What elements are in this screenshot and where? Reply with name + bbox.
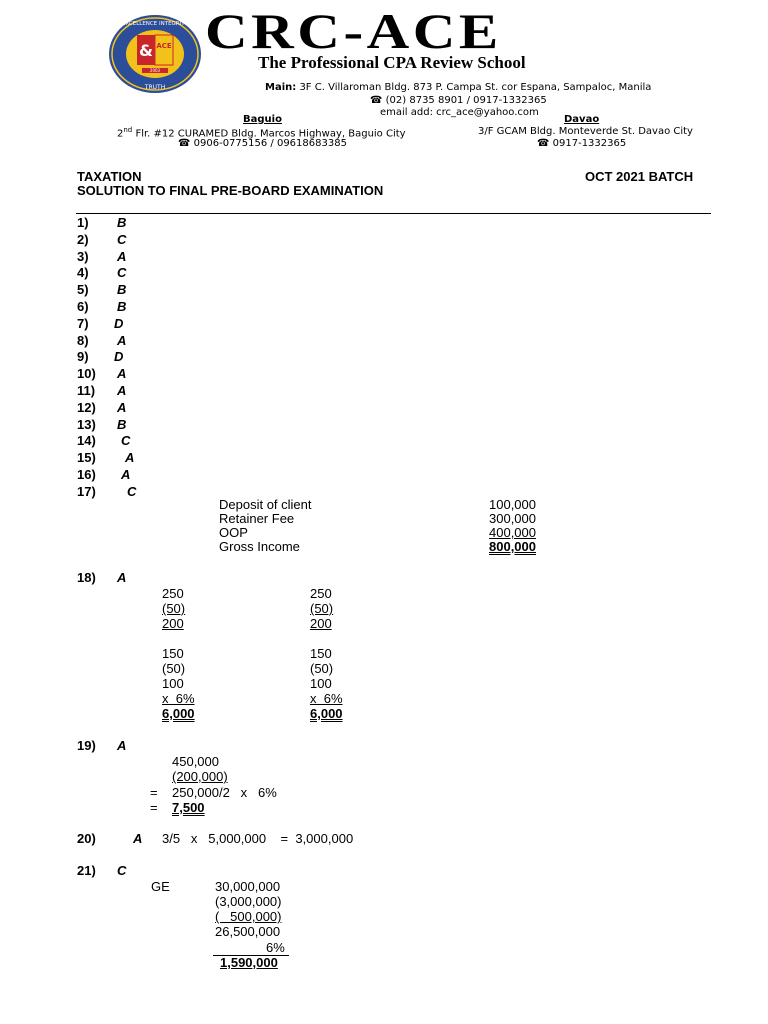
q19-letter: A bbox=[117, 738, 127, 753]
answer-letter: A bbox=[117, 400, 127, 415]
answer-row bbox=[77, 467, 130, 482]
svg-text:&: & bbox=[139, 41, 153, 60]
q19-number: 19) bbox=[77, 738, 96, 753]
q18-line: 250 bbox=[162, 586, 184, 601]
q19-equals-2: = bbox=[150, 800, 158, 815]
davao-phone: ☎ 0917-1332365 bbox=[537, 138, 627, 149]
q21-result: 1,590,000 bbox=[220, 955, 278, 970]
answer-number: 17) bbox=[77, 484, 96, 499]
baguio-address-text: Flr. #12 CURAMED Bldg. Marcos Highway, Baguio City bbox=[132, 128, 406, 140]
answer-letter: C bbox=[121, 433, 131, 448]
logo-bottom-text: TRUTH bbox=[144, 84, 166, 91]
answer-letter: B bbox=[117, 215, 127, 230]
q21-line-2: (3,000,000) bbox=[215, 894, 282, 909]
answer-row bbox=[77, 282, 126, 297]
answer-row bbox=[77, 400, 126, 415]
answer-number: 12) bbox=[77, 400, 96, 415]
answer-number: 7) bbox=[77, 316, 89, 331]
q18-letter: A bbox=[117, 570, 127, 585]
baguio-floor-suffix: nd bbox=[123, 126, 133, 134]
answer-number: 1) bbox=[77, 215, 89, 230]
baguio-label: Baguio bbox=[243, 114, 282, 125]
q20-answer bbox=[77, 831, 142, 846]
answer-row bbox=[77, 484, 136, 499]
answer-number: 13) bbox=[77, 417, 96, 432]
q20-number: 20) bbox=[77, 831, 96, 846]
answer-row bbox=[77, 299, 126, 314]
q19-result: 7,500 bbox=[172, 800, 205, 815]
q18-line: x 6% bbox=[310, 691, 343, 706]
q18-answer bbox=[77, 570, 126, 585]
answer-row bbox=[77, 215, 126, 230]
answer-number: 14) bbox=[77, 433, 96, 448]
answer-letter: C bbox=[127, 484, 137, 499]
logo-mark-text: ACE bbox=[156, 42, 172, 50]
q17-label-4: Gross Income bbox=[219, 539, 300, 554]
answer-number: 5) bbox=[77, 282, 89, 297]
q19-line-2: (200,000) bbox=[172, 769, 228, 784]
q18-line: (50) bbox=[310, 661, 334, 676]
answer-number: 11) bbox=[77, 383, 96, 398]
answer-letter: B bbox=[117, 417, 127, 432]
q20-expression: 3/5 x 5,000,000 = 3,000,000 bbox=[162, 831, 354, 846]
main-address-line bbox=[265, 82, 651, 93]
q19-answer bbox=[77, 738, 126, 753]
q17-value-1: 100,000 bbox=[489, 497, 536, 512]
answer-row bbox=[77, 417, 126, 432]
answer-number: 2) bbox=[77, 232, 89, 247]
answer-letter: A bbox=[125, 450, 135, 465]
q19-line-1: 450,000 bbox=[172, 754, 219, 769]
answer-row bbox=[77, 316, 123, 331]
baguio-phone: ☎ 0906-0775156 / 09618683385 bbox=[178, 138, 347, 149]
q18-number: 18) bbox=[77, 570, 96, 585]
school-seal-logo bbox=[108, 14, 202, 94]
q17-label-1: Deposit of client bbox=[219, 497, 312, 512]
q18-line: 150 bbox=[162, 646, 184, 661]
q18-line: 100 bbox=[310, 676, 332, 691]
answer-letter: B bbox=[117, 282, 127, 297]
answer-letter: C bbox=[117, 265, 127, 280]
answer-number: 3) bbox=[77, 249, 89, 264]
q18-line: (50) bbox=[310, 601, 334, 616]
q21-line-3: ( 500,000) bbox=[215, 909, 282, 924]
answer-letter: D bbox=[114, 316, 124, 331]
answer-number: 15) bbox=[77, 450, 96, 465]
q19-line-3: 250,000/2 x 6% bbox=[172, 785, 277, 800]
q18-line: 6,000 bbox=[310, 706, 343, 721]
q21-letter: C bbox=[117, 863, 127, 878]
school-name-title: CRC-ACE bbox=[205, 3, 502, 59]
subject-heading: TAXATION bbox=[77, 169, 142, 184]
main-phone: ☎ (02) 8735 8901 / 0917-1332365 bbox=[370, 95, 547, 106]
q18-line: (50) bbox=[162, 661, 186, 676]
answer-letter: A bbox=[117, 366, 127, 381]
q18-line: 200 bbox=[162, 616, 184, 631]
answer-letter: C bbox=[117, 232, 127, 247]
q21-answer bbox=[77, 863, 126, 878]
answer-row bbox=[77, 383, 126, 398]
q18-line: (50) bbox=[162, 601, 186, 616]
answer-letter: A bbox=[121, 467, 131, 482]
q17-label-2: Retainer Fee bbox=[219, 511, 295, 526]
baguio-floor-number: 2 bbox=[117, 128, 124, 140]
answer-number: 9) bbox=[77, 349, 89, 364]
answer-number: 10) bbox=[77, 366, 96, 381]
answer-number: 6) bbox=[77, 299, 89, 314]
header-divider bbox=[76, 213, 711, 214]
answer-number: 4) bbox=[77, 265, 89, 280]
answer-row bbox=[77, 333, 126, 348]
q17-value-2: 300,000 bbox=[489, 511, 536, 526]
main-address: 3F C. Villaroman Bldg. 873 P. Campa St. cor Espana, Sampaloc, Manila bbox=[299, 82, 652, 93]
q21-number: 21) bbox=[77, 863, 96, 878]
answer-row bbox=[77, 249, 126, 264]
answer-number: 8) bbox=[77, 333, 89, 348]
q21-line-4: 26,500,000 bbox=[215, 924, 281, 939]
answer-letter: A bbox=[117, 249, 127, 264]
q18-line: 100 bbox=[162, 676, 184, 691]
q17-value-3: 400,000 bbox=[489, 525, 536, 540]
batch-label: OCT 2021 BATCH bbox=[585, 169, 694, 184]
answer-number: 16) bbox=[77, 467, 96, 482]
q20-letter: A bbox=[133, 831, 143, 846]
q18-line: 200 bbox=[310, 616, 332, 631]
answer-row bbox=[77, 265, 126, 280]
q18-line: x 6% bbox=[162, 691, 195, 706]
school-tagline: The Professional CPA Review School bbox=[258, 53, 526, 72]
logo-year-text: 2003 bbox=[149, 68, 161, 73]
davao-address: 3/F GCAM Bldg. Monteverde St. Davao City bbox=[478, 126, 693, 137]
q18-line: 250 bbox=[310, 586, 332, 601]
q21-line-1: 30,000,000 bbox=[215, 879, 281, 894]
email-line: email add: crc_ace@yahoo.com bbox=[380, 107, 539, 118]
answer-row bbox=[77, 433, 130, 448]
q21-ge-label: GE bbox=[151, 879, 170, 894]
exam-heading: SOLUTION TO FINAL PRE-BOARD EXAMINATION bbox=[77, 183, 384, 198]
answer-row bbox=[77, 450, 134, 465]
q18-line: 150 bbox=[310, 646, 332, 661]
q17-value-4: 800,000 bbox=[489, 539, 536, 554]
answer-row bbox=[77, 349, 123, 364]
main-label: Main: bbox=[265, 82, 297, 93]
answer-letter: A bbox=[117, 333, 127, 348]
answer-row bbox=[77, 366, 126, 381]
q21-line-5: 6% bbox=[266, 940, 285, 955]
answer-letter: A bbox=[117, 383, 127, 398]
q17-label-3: OOP bbox=[219, 525, 248, 540]
answer-letter: D bbox=[114, 349, 124, 364]
q18-line: 6,000 bbox=[162, 706, 195, 721]
davao-label: Davao bbox=[564, 114, 600, 125]
answer-row bbox=[77, 232, 126, 247]
answer-letter: B bbox=[117, 299, 127, 314]
q19-equals-1: = bbox=[150, 785, 158, 800]
logo-top-text: EXCELLENCE INTEGRITY bbox=[122, 21, 188, 27]
